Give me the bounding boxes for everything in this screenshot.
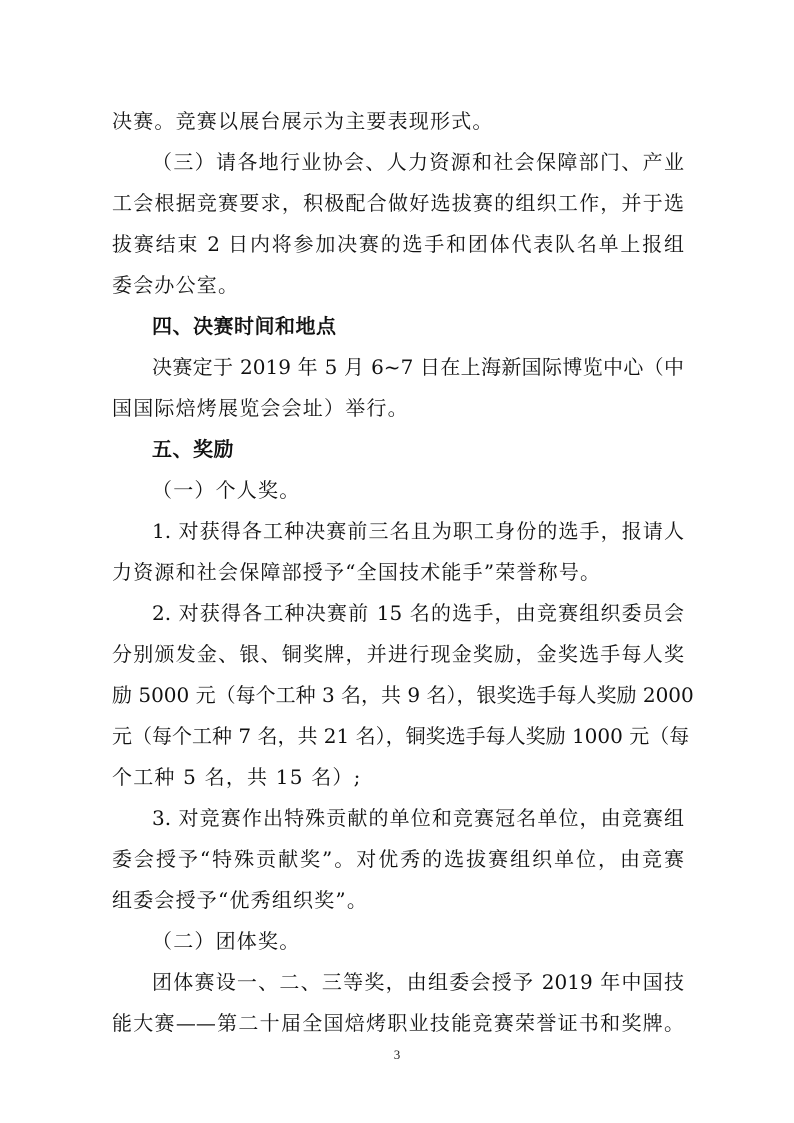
paragraph-line: 3. 对竞赛作出特殊贡献的单位和竞赛冠名单位，由竞赛组 [152,806,684,830]
paragraph-line: 个工种 5 名，共 15 名）; [112,765,362,789]
paragraph-line: 元（每个工种 7 名，共 21 名），铜奖选手每人奖励 1000 元（每 [112,724,690,748]
paragraph-line: （三）请各地行业协会、人力资源和社会保障部门、产业 [152,150,684,174]
paragraph-line: 决赛。竞赛以展台展示为主要表现形式。 [112,109,494,133]
paragraph-line: 组委会授予“优秀组织奖”。 [112,888,369,912]
paragraph-line: 团体赛设一、二、三等奖，由组委会授予 2019 年中国技 [152,970,684,994]
paragraph-line: 能大赛——第二十届全国焙烤职业技能竞赛荣誉证书和奖牌。 [112,1011,684,1035]
paragraph-line: 拔赛结束 2 日内将参加决赛的选手和团体代表队名单上报组 [112,232,684,256]
page-number: 3 [393,1047,401,1062]
paragraph-line: 励 5000 元（每个工种 3 名，共 9 名），银奖选手每人奖励 2000 [112,683,694,707]
paragraph-line: 工会根据竞赛要求，积极配合做好选拔赛的组织工作，并于选 [112,191,684,215]
paragraph-line: 委会办公室。 [112,273,240,297]
subsection-heading: （一）个人奖。 [152,478,301,502]
subsection-heading: （二）团体奖。 [152,929,301,953]
section-heading: 四、决赛时间和地点 [152,314,337,338]
paragraph-line: 2. 对获得各工种决赛前 15 名的选手，由竞赛组织委员会 [152,601,684,625]
paragraph-line: 委会授予“特殊贡献奖”。对优秀的选拔赛组织单位，由竞赛 [112,847,684,871]
paragraph-line: 力资源和社会保障部授予“全国技术能手”荣誉称号。 [112,560,602,584]
section-heading: 五、奖励 [152,437,234,461]
paragraph-line: 国国际焙烤展览会会址）举行。 [112,396,409,420]
paragraph-line: 决赛定于 2019 年 5 月 6~7 日在上海新国际博览中心（中 [152,355,684,379]
paragraph-line: 1. 对获得各工种决赛前三名且为职工身份的选手，报请人 [152,519,684,543]
paragraph-line: 分别颁发金、银、铜奖牌，并进行现金奖励，金奖选手每人奖 [112,642,684,666]
